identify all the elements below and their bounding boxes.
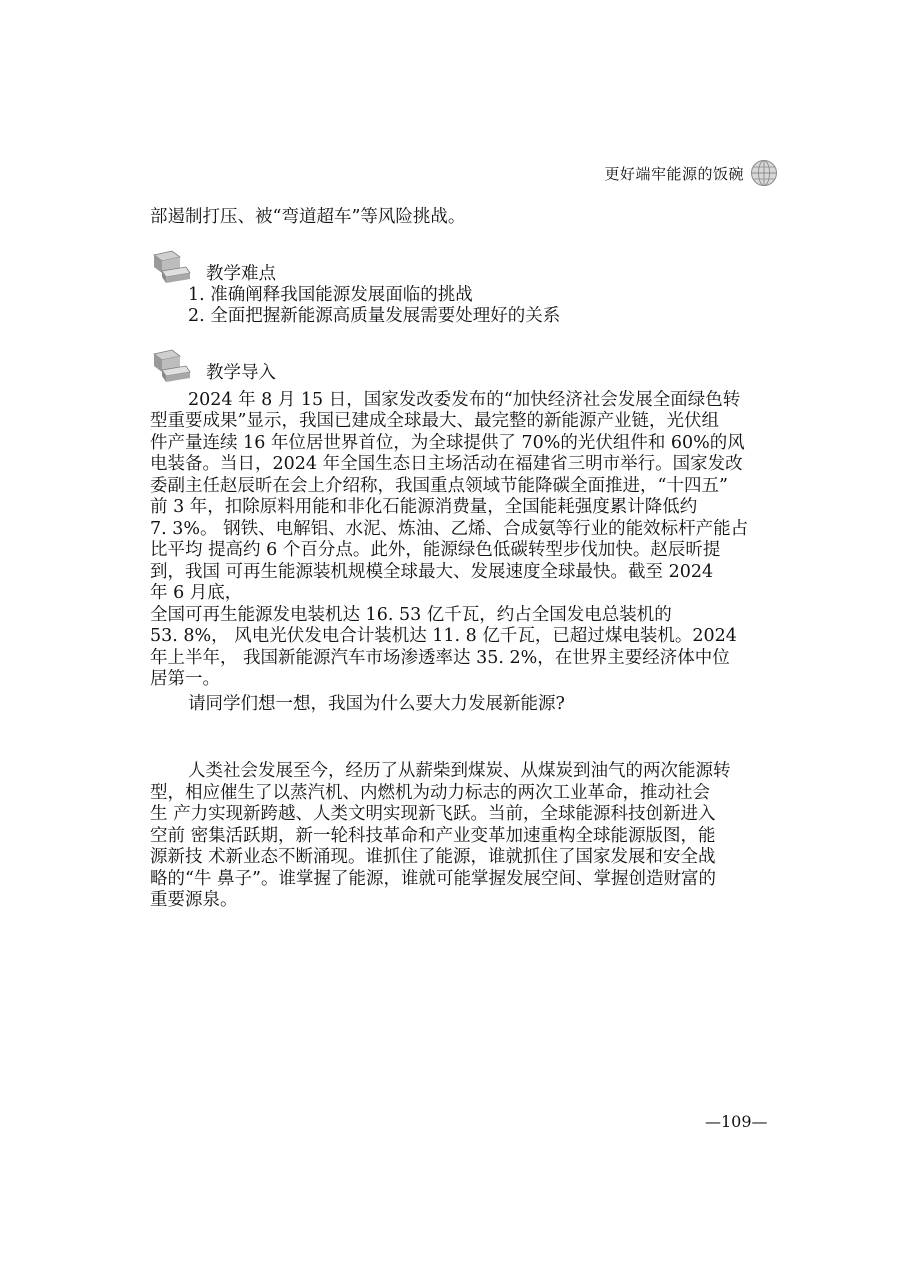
paragraph-line: 委副主任赵辰昕在会上介绍称，我国重点领域节能降碳全面推进，“十四五” — [150, 475, 728, 496]
paragraph-line: 前 3 年，扣除原料用能和非化石能源消费量，全国能耗强度累计降低约 — [150, 497, 698, 517]
paragraph-line: 到，我国 可再生能源装机规模全球最大、发展速度全球最快。截至 2024 — [150, 561, 714, 582]
intro-paragraph — [150, 390, 774, 716]
paragraph-line: 人类社会发展至今，经历了从薪柴到煤炭、从煤炭到油气的两次能源转 — [188, 761, 731, 781]
paragraph-line: 全国可再生能源发电装机达 16. 53 亿千瓦，约占全国发电总装机的 — [150, 604, 672, 625]
difficulty-section-title: 教学难点 — [206, 263, 276, 284]
continuation-line: 部遏制打压、被“弯道超车”等风险挑战。 — [150, 207, 466, 227]
closing-paragraph — [150, 761, 774, 912]
globe-icon — [750, 159, 778, 187]
intro-section-header — [150, 342, 774, 384]
paragraph-line: 年上半年， 我国新能源汽车市场渗透率达 35. 2%，在世界主要经济体中位 — [150, 647, 730, 668]
paragraph-line: 型重要成果”显示，我国已建成全球最大、最完整的新能源产业链，光伏组 — [150, 411, 719, 431]
book-stack-icon — [150, 249, 192, 285]
paragraph-line: 略的“牛 鼻子”。谁掌握了能源，谁就可能掌握发展空间、掌握创造财富的 — [150, 868, 716, 889]
paragraph-line: 源新技 术新业态不断涌现。谁抓住了能源，谁就抓住了国家发展和安全战 — [150, 847, 716, 867]
page-content — [150, 207, 774, 912]
paragraph-line: 重要源泉。 — [150, 890, 238, 910]
difficulty-list — [150, 285, 774, 328]
book-stack-icon — [150, 348, 192, 384]
paragraph-line: 53. 8%， 风电光伏发电合计装机达 11. 8 亿千瓦，已超过煤电装机。2024 — [150, 626, 737, 646]
paragraph-line: 生 产力实现新跨越、人类文明实现新飞跃。当前，全球能源科技创新进入 — [150, 804, 716, 824]
difficulty-section-header — [150, 243, 774, 285]
running-header — [520, 158, 778, 188]
intro-section-title: 教学导入 — [206, 362, 276, 383]
list-item: 2. 全面把握新能源高质量发展需要处理好的关系 — [188, 306, 561, 326]
page-number: —109— — [705, 1112, 768, 1131]
running-header-title: 更好端牢能源的饭碗 — [604, 164, 744, 183]
intro-question: 请同学们想一想，我国为什么要大力发展新能源? — [188, 693, 565, 714]
paragraph-line: 2024 年 8 月 15 日，国家发改委发布的“加快经济社会发展全面绿色转 — [188, 389, 741, 410]
paragraph-line: 型，相应催生了以蒸汽机、内燃机为动力标志的两次工业革命，推动社会 — [150, 782, 710, 803]
paragraph-line: 比平均 提高约 6 个百分点。此外，能源绿色低碳转型步伐加快。赵辰昕提 — [150, 540, 721, 560]
paragraph-line: 电装备。当日，2024 年全国生态日主场活动在福建省三明市举行。国家发改 — [150, 454, 743, 474]
paragraph-line: 居第一。 — [150, 669, 220, 689]
paragraph-line: 件产量连续 16 年位居世界首位，为全球提供了 70%的光伏组件和 60%的风 — [150, 432, 745, 453]
paragraph-line: 7. 3%。 钢铁、电解铝、水泥、炼油、乙烯、合成氨等行业的能效标杆产能占 — [150, 518, 749, 539]
list-item: 1. 准确阐释我国能源发展面临的挑战 — [188, 284, 473, 305]
paragraph-line: 空前 密集活跃期，新一轮科技革命和产业变革加速重构全球能源版图，能 — [150, 825, 716, 846]
paragraph-line: 年 6 月底， — [150, 583, 243, 603]
